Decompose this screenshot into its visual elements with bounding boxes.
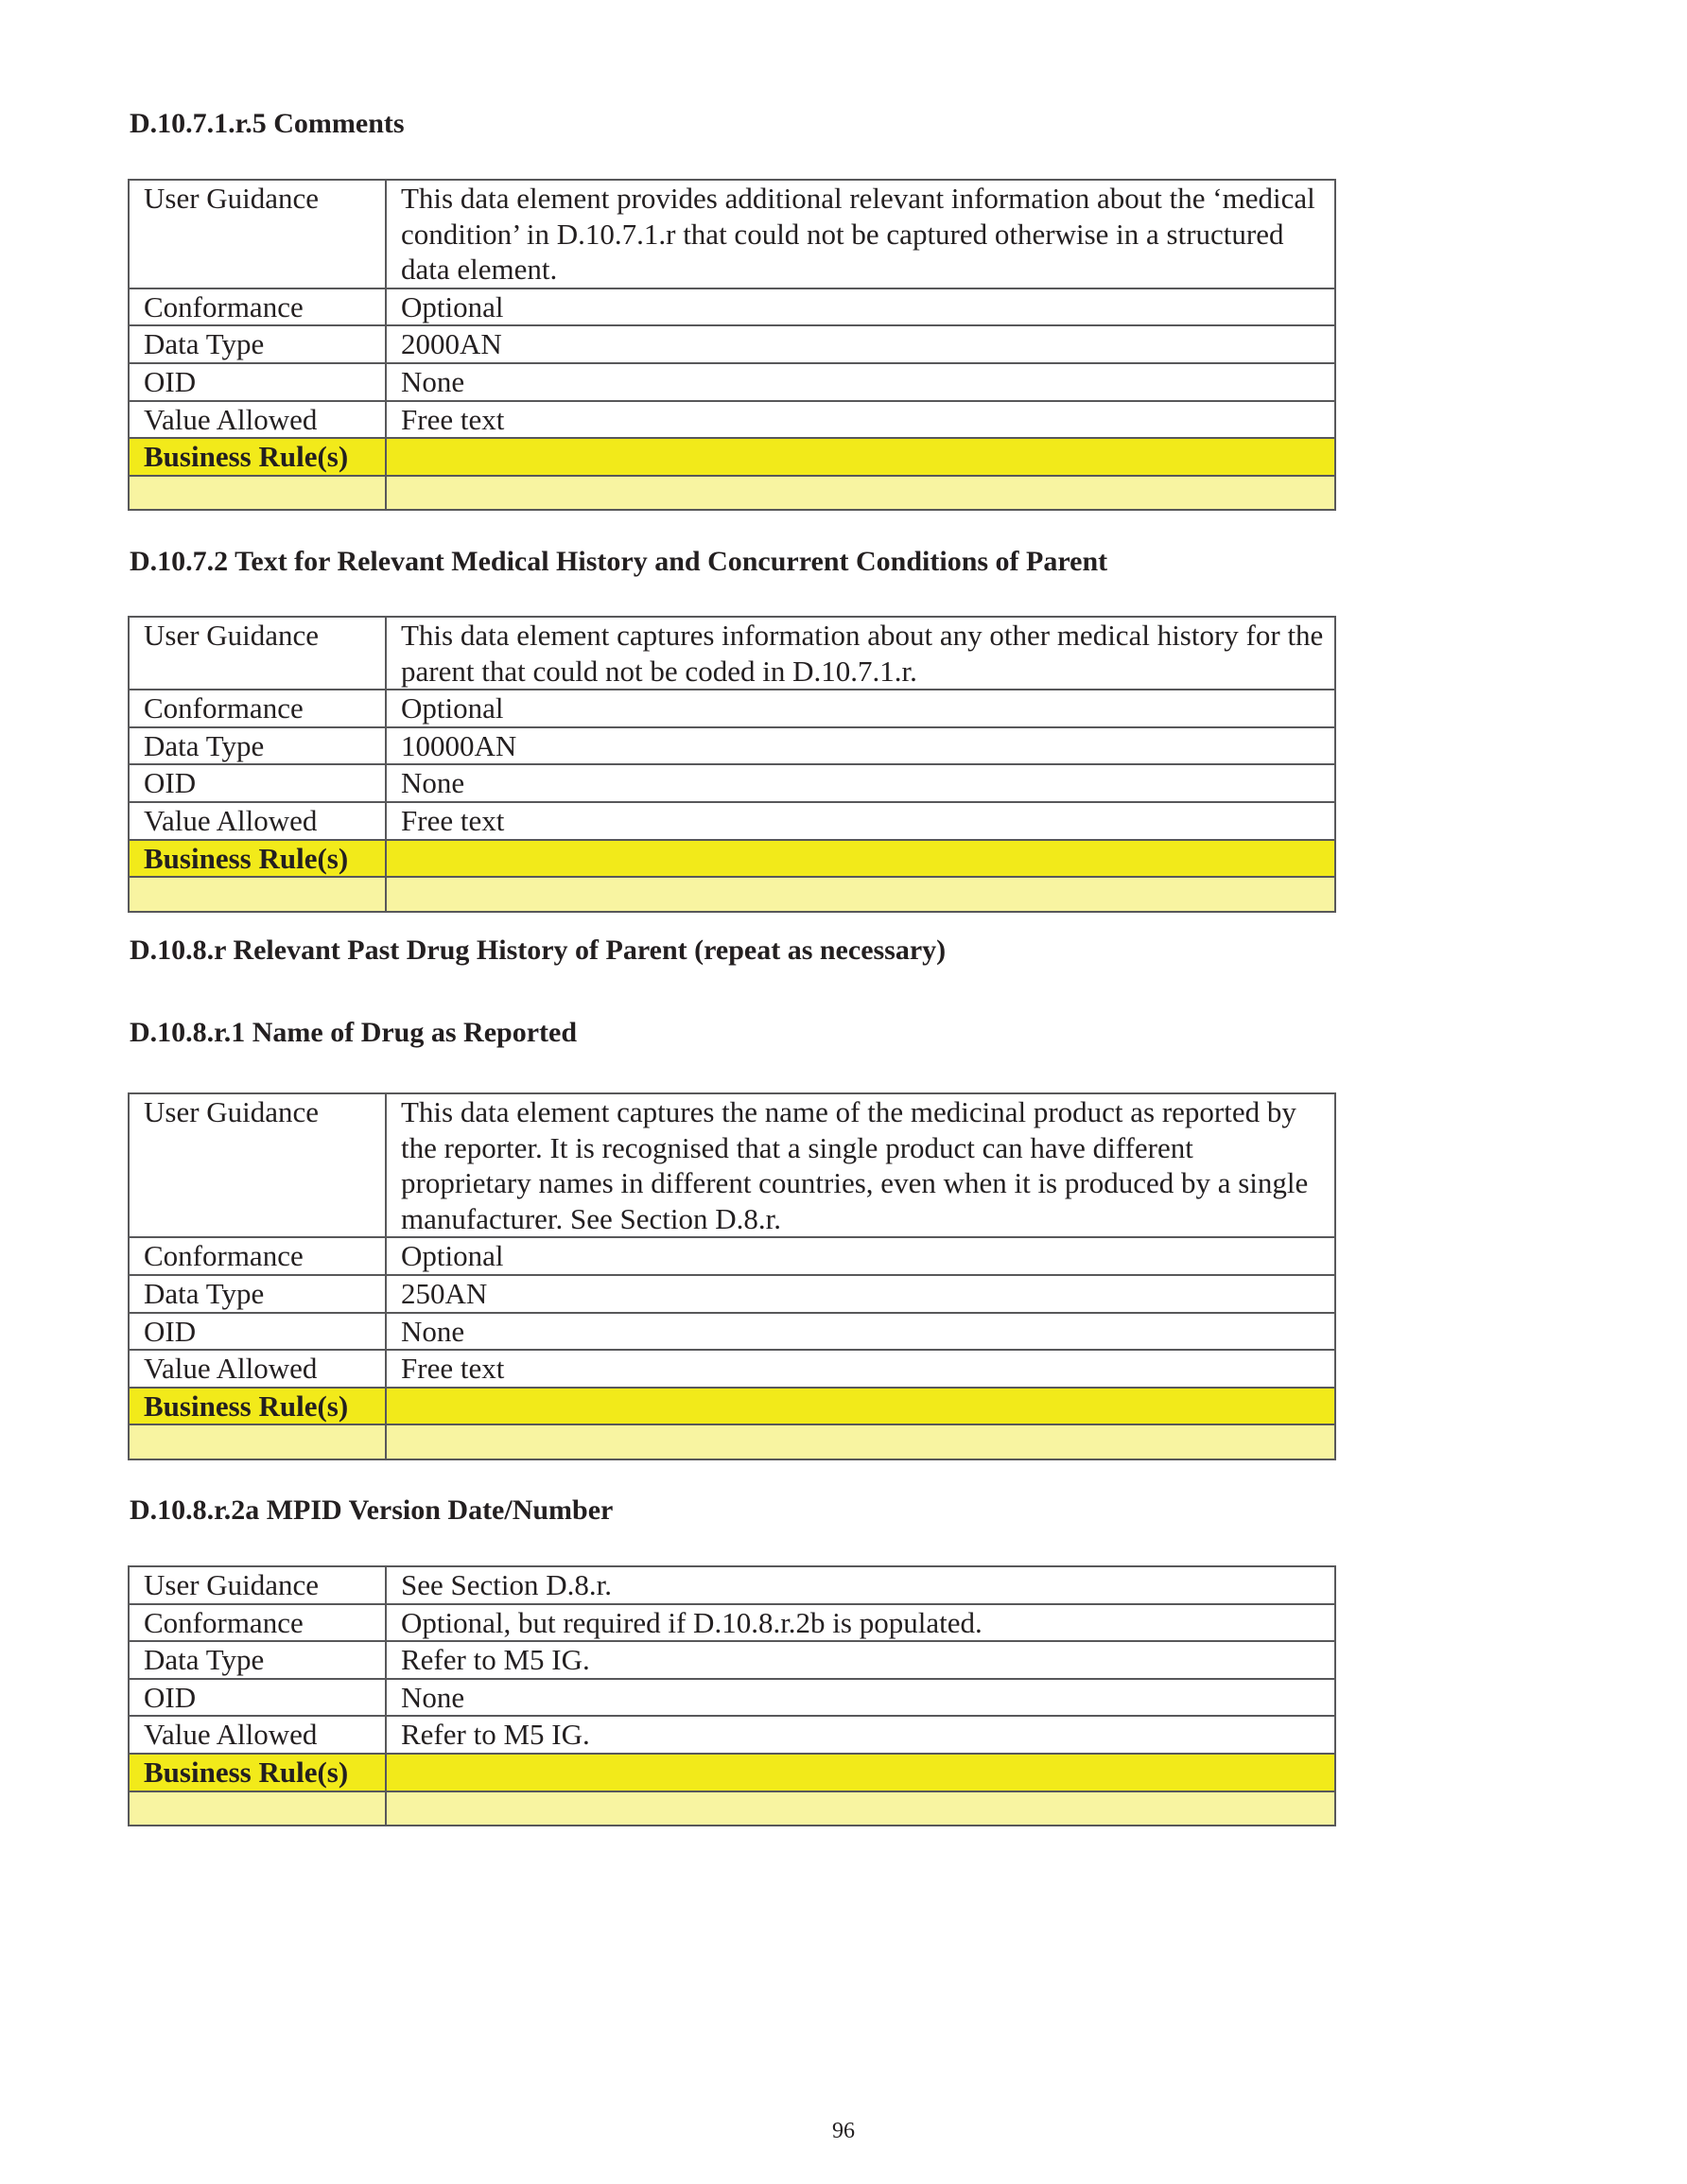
row-business-rules bbox=[129, 1388, 1335, 1425]
label-business-rules: Business Rule(s) bbox=[129, 438, 386, 476]
blank-cell bbox=[129, 877, 386, 912]
label-oid: OID bbox=[129, 1313, 386, 1351]
row-blank bbox=[129, 877, 1335, 912]
value-business-rules bbox=[386, 1388, 1335, 1425]
row-conformance bbox=[129, 690, 1335, 727]
blank-cell bbox=[386, 1424, 1335, 1459]
value-value-allowed: Free text bbox=[386, 401, 1335, 439]
blank-cell bbox=[386, 1791, 1335, 1826]
label-user-guidance: User Guidance bbox=[129, 617, 386, 690]
page-number-footer bbox=[0, 2119, 1687, 2144]
row-oid bbox=[129, 363, 1335, 401]
spec-table-comments bbox=[128, 179, 1336, 511]
section-heading-mpid-version: D.10.8.r.2a MPID Version Date/Number bbox=[130, 1494, 614, 1526]
value-value-allowed: Free text bbox=[386, 802, 1335, 840]
row-conformance bbox=[129, 288, 1335, 326]
row-oid bbox=[129, 1679, 1335, 1717]
row-value-allowed bbox=[129, 802, 1335, 840]
row-value-allowed bbox=[129, 1716, 1335, 1754]
value-conformance: Optional bbox=[386, 288, 1335, 326]
value-data-type: 2000AN bbox=[386, 325, 1335, 363]
spec-table-medical-history-text bbox=[128, 616, 1336, 913]
label-user-guidance: User Guidance bbox=[129, 180, 386, 288]
row-user-guidance bbox=[129, 1566, 1335, 1604]
label-data-type: Data Type bbox=[129, 727, 386, 765]
row-business-rules bbox=[129, 1754, 1335, 1791]
section-heading-medical-history-text: D.10.7.2 Text for Relevant Medical History and Concurrent Conditions of Parent bbox=[130, 546, 1108, 577]
row-blank bbox=[129, 1791, 1335, 1826]
row-conformance bbox=[129, 1237, 1335, 1275]
label-value-allowed: Value Allowed bbox=[129, 1350, 386, 1388]
row-business-rules bbox=[129, 438, 1335, 476]
label-conformance: Conformance bbox=[129, 1604, 386, 1642]
value-oid: None bbox=[386, 764, 1335, 802]
blank-cell bbox=[129, 476, 386, 511]
row-user-guidance bbox=[129, 1093, 1335, 1237]
value-business-rules bbox=[386, 840, 1335, 878]
label-data-type: Data Type bbox=[129, 1275, 386, 1313]
label-business-rules: Business Rule(s) bbox=[129, 840, 386, 878]
row-data-type bbox=[129, 727, 1335, 765]
spec-table-name-of-drug bbox=[128, 1092, 1336, 1460]
label-conformance: Conformance bbox=[129, 288, 386, 326]
value-business-rules bbox=[386, 1754, 1335, 1791]
value-conformance: Optional, but required if D.10.8.r.2b is populated. bbox=[386, 1604, 1335, 1642]
label-oid: OID bbox=[129, 363, 386, 401]
value-oid: None bbox=[386, 1313, 1335, 1351]
value-data-type: 250AN bbox=[386, 1275, 1335, 1313]
value-oid: None bbox=[386, 1679, 1335, 1717]
blank-cell bbox=[129, 1424, 386, 1459]
label-business-rules: Business Rule(s) bbox=[129, 1388, 386, 1425]
label-conformance: Conformance bbox=[129, 1237, 386, 1275]
row-blank bbox=[129, 476, 1335, 511]
section-heading-comments: D.10.7.1.r.5 Comments bbox=[130, 108, 405, 139]
row-business-rules bbox=[129, 840, 1335, 878]
label-data-type: Data Type bbox=[129, 1641, 386, 1679]
page-number: 96 bbox=[832, 2119, 855, 2143]
spec-table-mpid-version bbox=[128, 1565, 1336, 1826]
row-data-type bbox=[129, 1275, 1335, 1313]
label-user-guidance: User Guidance bbox=[129, 1093, 386, 1237]
value-value-allowed: Free text bbox=[386, 1350, 1335, 1388]
label-oid: OID bbox=[129, 1679, 386, 1717]
value-conformance: Optional bbox=[386, 690, 1335, 727]
value-conformance: Optional bbox=[386, 1237, 1335, 1275]
value-user-guidance: This data element captures information about any other medical history for the parent that could not be coded in D.10.7.1.r. bbox=[386, 617, 1335, 690]
blank-cell bbox=[386, 877, 1335, 912]
row-conformance bbox=[129, 1604, 1335, 1642]
row-data-type bbox=[129, 325, 1335, 363]
row-user-guidance bbox=[129, 617, 1335, 690]
label-conformance: Conformance bbox=[129, 690, 386, 727]
value-business-rules bbox=[386, 438, 1335, 476]
label-user-guidance: User Guidance bbox=[129, 1566, 386, 1604]
value-data-type: Refer to M5 IG. bbox=[386, 1641, 1335, 1679]
value-value-allowed: Refer to M5 IG. bbox=[386, 1716, 1335, 1754]
label-business-rules: Business Rule(s) bbox=[129, 1754, 386, 1791]
row-user-guidance bbox=[129, 180, 1335, 288]
row-data-type bbox=[129, 1641, 1335, 1679]
row-oid bbox=[129, 1313, 1335, 1351]
label-value-allowed: Value Allowed bbox=[129, 802, 386, 840]
row-blank bbox=[129, 1424, 1335, 1459]
label-data-type: Data Type bbox=[129, 325, 386, 363]
label-value-allowed: Value Allowed bbox=[129, 401, 386, 439]
row-value-allowed bbox=[129, 401, 1335, 439]
section-heading-name-of-drug: D.10.8.r.1 Name of Drug as Reported bbox=[130, 1017, 577, 1048]
label-value-allowed: Value Allowed bbox=[129, 1716, 386, 1754]
row-value-allowed bbox=[129, 1350, 1335, 1388]
label-oid: OID bbox=[129, 764, 386, 802]
blank-cell bbox=[129, 1791, 386, 1826]
value-user-guidance: This data element captures the name of the medicinal product as reported by the reporter. It is recognised that a single product can have different proprietary names in different countries, even when it is produced by a single manufacturer. See Section D.8.r. bbox=[386, 1093, 1335, 1237]
blank-cell bbox=[386, 476, 1335, 511]
value-user-guidance: This data element provides additional relevant information about the ‘medical condition’ in D.10.7.1.r that could not be captured otherwise in a structured data element. bbox=[386, 180, 1335, 288]
value-user-guidance: See Section D.8.r. bbox=[386, 1566, 1335, 1604]
row-oid bbox=[129, 764, 1335, 802]
value-oid: None bbox=[386, 363, 1335, 401]
section-heading-past-drug-history: D.10.8.r Relevant Past Drug History of Parent (repeat as necessary) bbox=[130, 935, 947, 966]
value-data-type: 10000AN bbox=[386, 727, 1335, 765]
